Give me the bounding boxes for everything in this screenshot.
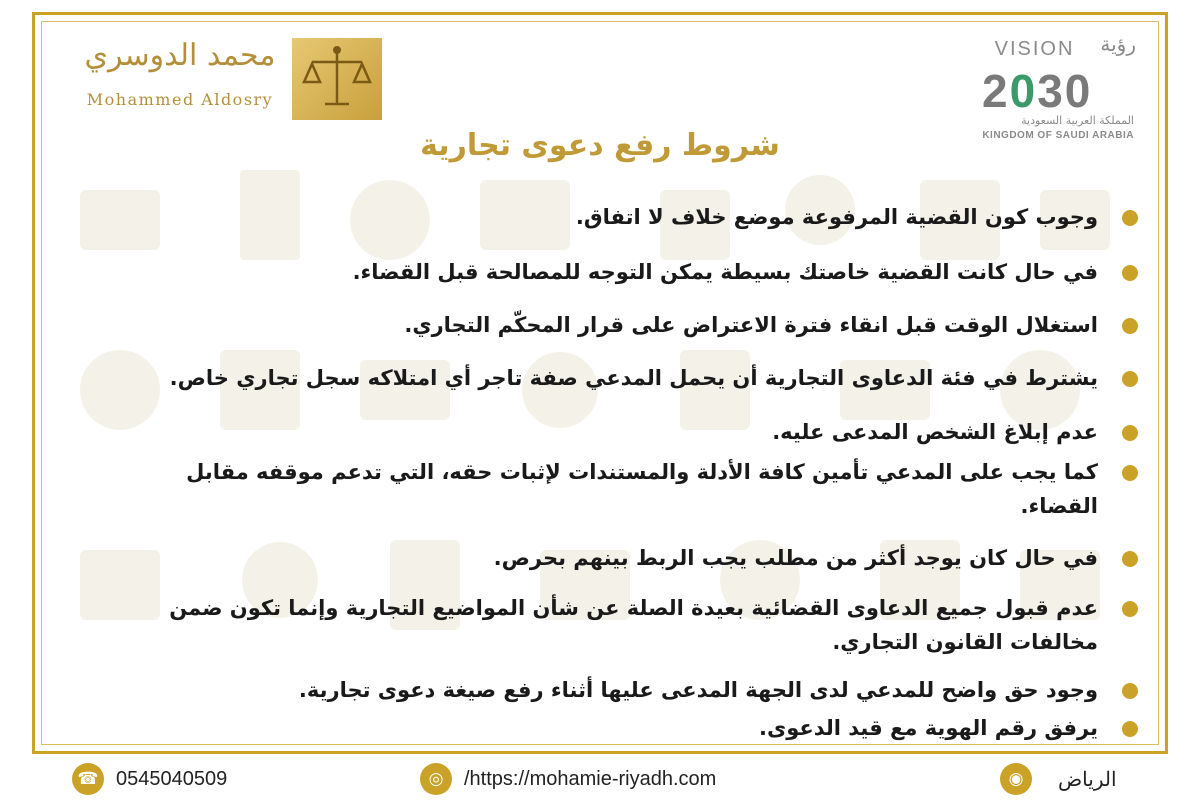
kingdom-name-arabic: المملكة العربية السعودية bbox=[1021, 114, 1134, 127]
bullet-icon bbox=[1122, 318, 1138, 334]
bullet-icon bbox=[1122, 721, 1138, 737]
bullet-icon bbox=[1122, 465, 1138, 481]
list-item-text: وجود حق واضح للمدعي لدى الجهة المدعى عليها أثناء رفع صيغة دعوى تجارية. bbox=[298, 678, 1098, 702]
bullet-icon bbox=[1122, 601, 1138, 617]
bullet-icon bbox=[1122, 210, 1138, 226]
vision-label-en: VISION bbox=[994, 38, 1075, 60]
list-item bbox=[152, 591, 1142, 659]
list-item bbox=[152, 308, 1142, 342]
vision-year: 2030 bbox=[982, 65, 1093, 117]
bullet-icon bbox=[1122, 265, 1138, 281]
brand-logo bbox=[80, 36, 384, 126]
city-name: الرياض bbox=[1058, 768, 1117, 791]
brand-name-english: Mohammed Aldosry bbox=[86, 90, 274, 109]
location-pin-icon: ◉ bbox=[1000, 763, 1032, 795]
list-item-text: عدم قبول جميع الدعاوى القضائية بعيدة الصلة عن شأن المواضيع التجارية وإنما تكون ضمن مخالفات القانون التجاري. bbox=[169, 596, 1098, 654]
list-item bbox=[152, 200, 1142, 234]
website-url: /https://mohamie-riyadh.com bbox=[464, 767, 717, 790]
page-title: شروط رفع دعوى تجارية bbox=[420, 128, 780, 163]
globe-icon: ◎ bbox=[420, 763, 452, 795]
phone-contact[interactable] bbox=[72, 762, 227, 796]
bullet-icon bbox=[1122, 371, 1138, 387]
contact-footer bbox=[0, 760, 1200, 800]
location-contact[interactable] bbox=[1000, 762, 1117, 796]
brand-name-arabic: محمد الدوسري bbox=[84, 38, 276, 73]
list-item bbox=[152, 361, 1142, 395]
vision-year-zero: 0 bbox=[1009, 65, 1038, 117]
website-link[interactable] bbox=[420, 762, 716, 796]
list-item-text: استغلال الوقت قبل انقاء فترة الاعتراض على قرار المحكّم التجاري. bbox=[404, 313, 1098, 337]
phone-number: 0545040509 bbox=[116, 767, 228, 790]
bullet-icon bbox=[1122, 683, 1138, 699]
vision-2030-logo bbox=[972, 30, 1152, 141]
vision-label-ar: رؤية bbox=[1100, 32, 1136, 56]
list-item bbox=[152, 711, 1142, 745]
list-item-text: يشترط في فئة الدعاوى التجارية أن يحمل المدعي صفة تاجر أي امتلاكه سجل تجاري خاص. bbox=[169, 366, 1098, 390]
list-item-text: في حال كان يوجد أكثر من مطلب يجب الربط بينهم بحرص. bbox=[493, 546, 1098, 570]
bullet-icon bbox=[1122, 425, 1138, 441]
bullet-icon bbox=[1122, 551, 1138, 567]
list-item-text: عدم إبلاغ الشخص المدعى عليه. bbox=[772, 420, 1098, 444]
list-item bbox=[152, 415, 1142, 449]
list-item-text: كما يجب على المدعي تأمين كافة الأدلة والمستندات لإثبات حقه، التي تدعم موقفه مقابل القضاء. bbox=[186, 460, 1098, 518]
list-item-text: وجوب كون القضية المرفوعة موضع خلاف لا اتفاق. bbox=[575, 205, 1098, 229]
list-item-text: يرفق رقم الهوية مع قيد الدعوى. bbox=[759, 716, 1098, 740]
whatsapp-icon: ☎ bbox=[72, 763, 104, 795]
list-item bbox=[152, 455, 1142, 523]
conditions-list bbox=[152, 200, 1142, 745]
list-item bbox=[152, 673, 1142, 707]
list-item-text: في حال كانت القضية خاصتك بسيطة يمكن التوجه للمصالحة قبل القضاء. bbox=[352, 260, 1098, 284]
list-item bbox=[152, 255, 1142, 289]
scales-of-justice-icon bbox=[292, 38, 382, 120]
kingdom-name-english: KINGDOM OF SAUDI ARABIA bbox=[982, 130, 1134, 141]
list-item bbox=[152, 541, 1142, 575]
